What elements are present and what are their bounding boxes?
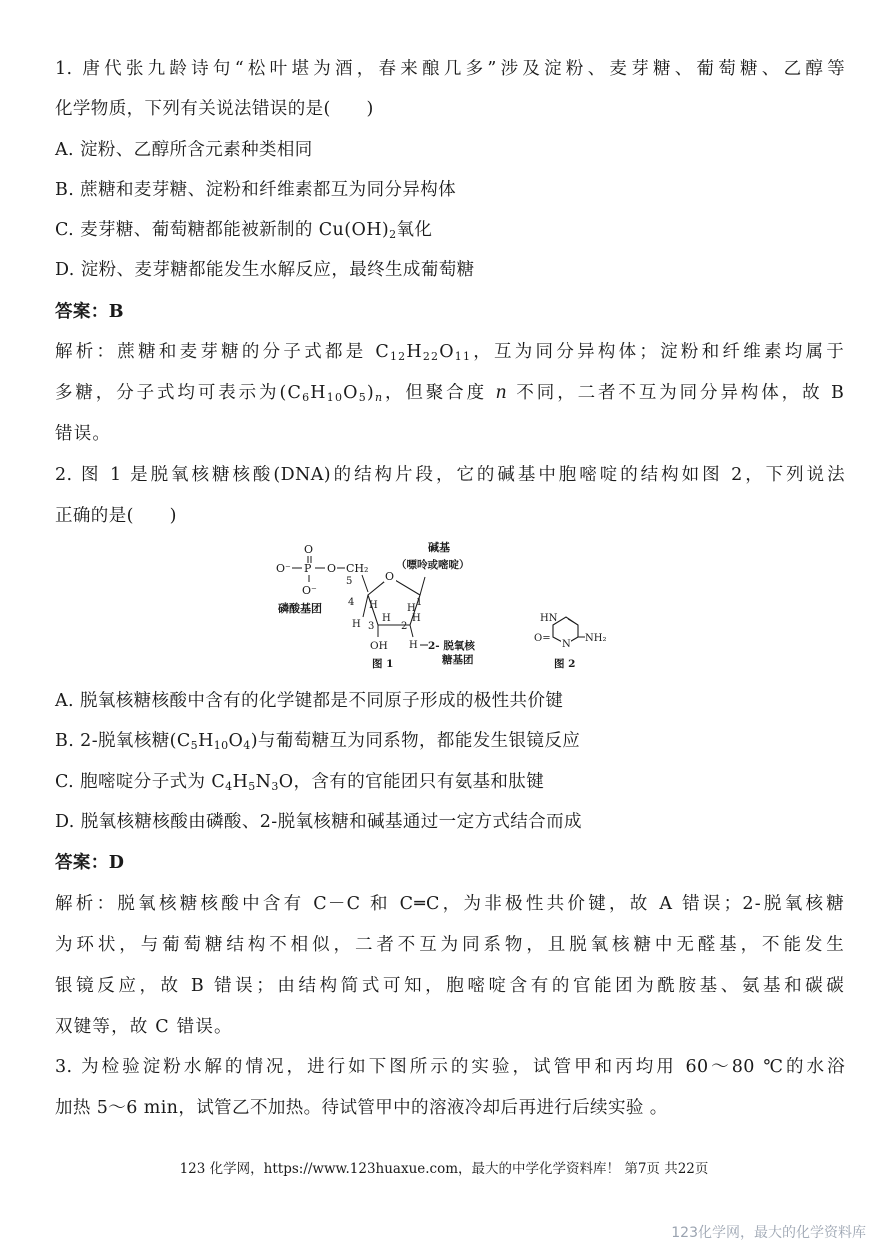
cytosine-carbonyl: O= [534,633,551,644]
carbon-1-label: 1 [416,597,423,608]
q2-explanation-line-4: 双键等，故 C 错误。 [55,1017,233,1037]
sugar-label-line-2: 糖基团 [442,654,474,666]
figure-2-caption: 图 2 [554,658,576,670]
phosphate-o-link: O [327,562,337,575]
q3-stem-line-2: 加热 5～6 min，试管乙不加热。待试管甲中的溶液冷却后再进行后续实验 。 [55,1098,668,1118]
phosphate-p: P [304,562,312,575]
q2-stem-line-2: 正确的是( ) [55,506,177,526]
q2-option-b: B. 2-脱氧核糖$(C_5H_{10}O_4)$与葡萄糖互为同系物，都能发生银镜反应 [55,731,581,752]
cytosine-ring-n: N [562,639,571,650]
q1-option-b: B. 蔗糖和麦芽糖、淀粉和纤维素都互为同分异构体 [55,180,457,200]
cytosine-hn: HN [540,613,558,624]
q1-option-a: A. 淀粉、乙醇所含元素种类相同 [55,140,313,160]
h-atom: H [382,613,391,624]
bond-line [410,625,413,637]
q2-explanation-line-3: 银镜反应，故 B 错误；由结构简式可知，胞嘧啶含有的官能团为酰胺基、氨基和碳碳 [55,976,845,996]
figure-1-caption: 图 1 [372,658,394,670]
hydroxyl-group: OH [370,640,388,652]
carbon-4-label: 4 [348,597,355,608]
watermark: 123化学网，最大的化学资料库 [671,1225,866,1241]
h-atom: H [369,600,378,611]
sugar-label-line-1: 2- 脱氧核 [428,640,475,652]
phosphate-label: 磷酸基团 [278,602,322,615]
bond-line [363,595,368,617]
q1-option-c: C. 麦芽糖、葡萄糖都能被新制的 $Cu(OH)_2$氧化 [55,220,433,241]
page-footer: 123 化学网，https://www.123huaxue.com，最大的中学化学资料库！ 第7页 共22页 [179,1161,709,1177]
bond-to-base [420,577,425,595]
q1-explanation-line-2: 多糖，分子式均可表示为$(C_6H_{10}O_5)_n$，但聚合度 n 不同，二者不互为同分异构体，故 B [55,383,845,404]
q1-option-d: D. 淀粉、麦芽糖都能发生水解反应，最终生成葡萄糖 [55,260,475,280]
h-atom: H [409,640,418,651]
cytosine-amino: NH₂ [585,633,607,644]
q1-explanation-line-3: 错误。 [55,424,112,444]
carbon-5-label: 5 [346,576,353,587]
ring-oxygen: O [385,570,395,583]
q2-option-c: C. 胞嘧啶分子式为 $C_4H_5N_3O$，含有的官能团只有氨基和肽键 [55,772,545,793]
carbon-2-label: 2 [401,621,408,632]
q2-answer: 答案：D [55,853,125,873]
phosphate-o-minus-left: O⁻ [276,562,291,575]
q2-explanation-line-1: 解析：脱氧核糖核酸中含有 C－C 和 C═C，为非极性共价键，故 A 错误；2-脱氧核糖 [55,894,845,914]
base-sub-label: （嘌呤或嘧啶） [396,559,470,571]
h-atom: H [412,613,421,624]
base-label: 碱基 [428,541,450,554]
q1-explanation-line-1: 解析：蔗糖和麦芽糖的分子式都是 $C_{12}H_{22}O_{11}$，互为同分异构体；淀粉和纤维素均属于 [55,342,845,363]
q2-option-a: A. 脱氧核糖核酸中含有的化学键都是不同原子形成的极性共价键 [55,691,564,711]
carbon-3-label: 3 [368,621,375,632]
q1-answer: 答案：B [55,302,124,322]
dna-structure-figure [270,537,620,677]
bond-line [362,575,368,592]
q2-stem-line-1: 2. 图 1 是脱氧核糖核酸(DNA)的结构片段，它的碱基中胞嘧啶的结构如图 2，下列说法 [55,465,845,485]
q1-stem-line-1: 1. 唐代张九龄诗句“松叶堪为酒，春来酿几多”涉及淀粉、麦芽糖、葡萄糖、乙醇等 [55,59,845,79]
ch2-group: CH₂ [346,562,369,575]
q2-explanation-line-2: 为环状，与葡萄糖结构不相似，二者不互为同系物，且脱氧核糖中无醛基，不能发生 [55,935,845,955]
double-bond-line [568,619,578,625]
h-atom: H [407,603,416,614]
q3-stem-line-1: 3. 为检验淀粉水解的情况，进行如下图所示的实验，试管甲和丙均用 60～80 ℃的水浴 [55,1057,845,1077]
phosphate-o-top: O [304,543,314,556]
q2-option-d: D. 脱氧核糖核酸由磷酸、2-脱氧核糖和碱基通过一定方式结合而成 [55,812,582,832]
phosphate-o-minus-bottom: O⁻ [302,584,317,597]
h-atom: H [352,619,361,630]
q1-stem-line-2: 化学物质，下列有关说法错误的是( ) [55,99,374,119]
